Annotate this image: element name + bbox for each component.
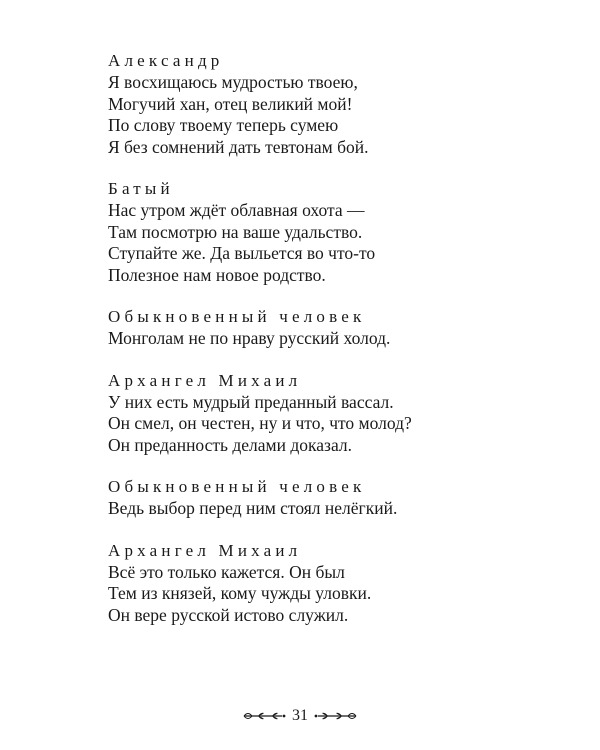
speaker-name: Александр xyxy=(108,51,224,70)
verse-line: У них есть мудрый преданный вассал. xyxy=(108,391,394,412)
verse-line: Монголам не по нраву русский холод. xyxy=(108,328,391,348)
verse-line: Он вере русской истово служил. xyxy=(108,604,349,625)
verse-line: Ведь выбор перед ним стоял нелёгкий. xyxy=(108,498,398,518)
verse-line: Нас утром ждёт облавная охота — xyxy=(108,200,365,220)
poem-text xyxy=(108,50,548,646)
speaker-name: Батый xyxy=(108,179,174,198)
verse-line: Он смел, он честен, ну и что, что молод? xyxy=(108,413,412,433)
vine-ornament-icon xyxy=(314,709,358,723)
dialogue-block xyxy=(108,50,548,158)
verse-line: Тем из князей, кому чужды уловки. xyxy=(108,583,372,603)
verse-line: Там посмотрю на ваше удальство. xyxy=(108,221,363,242)
verse-line: Я восхищаюсь мудростью твоею, xyxy=(108,72,358,92)
dialogue-block xyxy=(108,178,548,286)
speaker-name: Архангел Михаил xyxy=(108,540,302,560)
dialogue-block xyxy=(108,476,548,520)
dialogue-block xyxy=(108,306,548,350)
speaker-name: Обыкновенный человек xyxy=(108,307,366,326)
page-footer xyxy=(0,706,600,726)
verse-line: Ступайте же. Да выльется во что-то xyxy=(108,243,376,263)
dialogue-block xyxy=(108,540,548,627)
vine-ornament-icon xyxy=(242,709,286,723)
page-number: 31 xyxy=(292,707,308,725)
verse-line: По слову твоему теперь сумею xyxy=(108,115,339,135)
verse-line: Он преданность делами доказал. xyxy=(108,434,352,455)
speaker-name: Архангел Михаил xyxy=(108,370,302,390)
dialogue-block xyxy=(108,370,548,457)
verse-line: Я без сомнений дать тевтонам бой. xyxy=(108,136,369,157)
speaker-name: Обыкновенный человек xyxy=(108,477,366,496)
verse-line: Полезное нам новое родство. xyxy=(108,264,326,285)
verse-line: Всё это только кажется. Он был xyxy=(108,561,345,582)
verse-line: Могучий хан, отец великий мой! xyxy=(108,93,353,114)
